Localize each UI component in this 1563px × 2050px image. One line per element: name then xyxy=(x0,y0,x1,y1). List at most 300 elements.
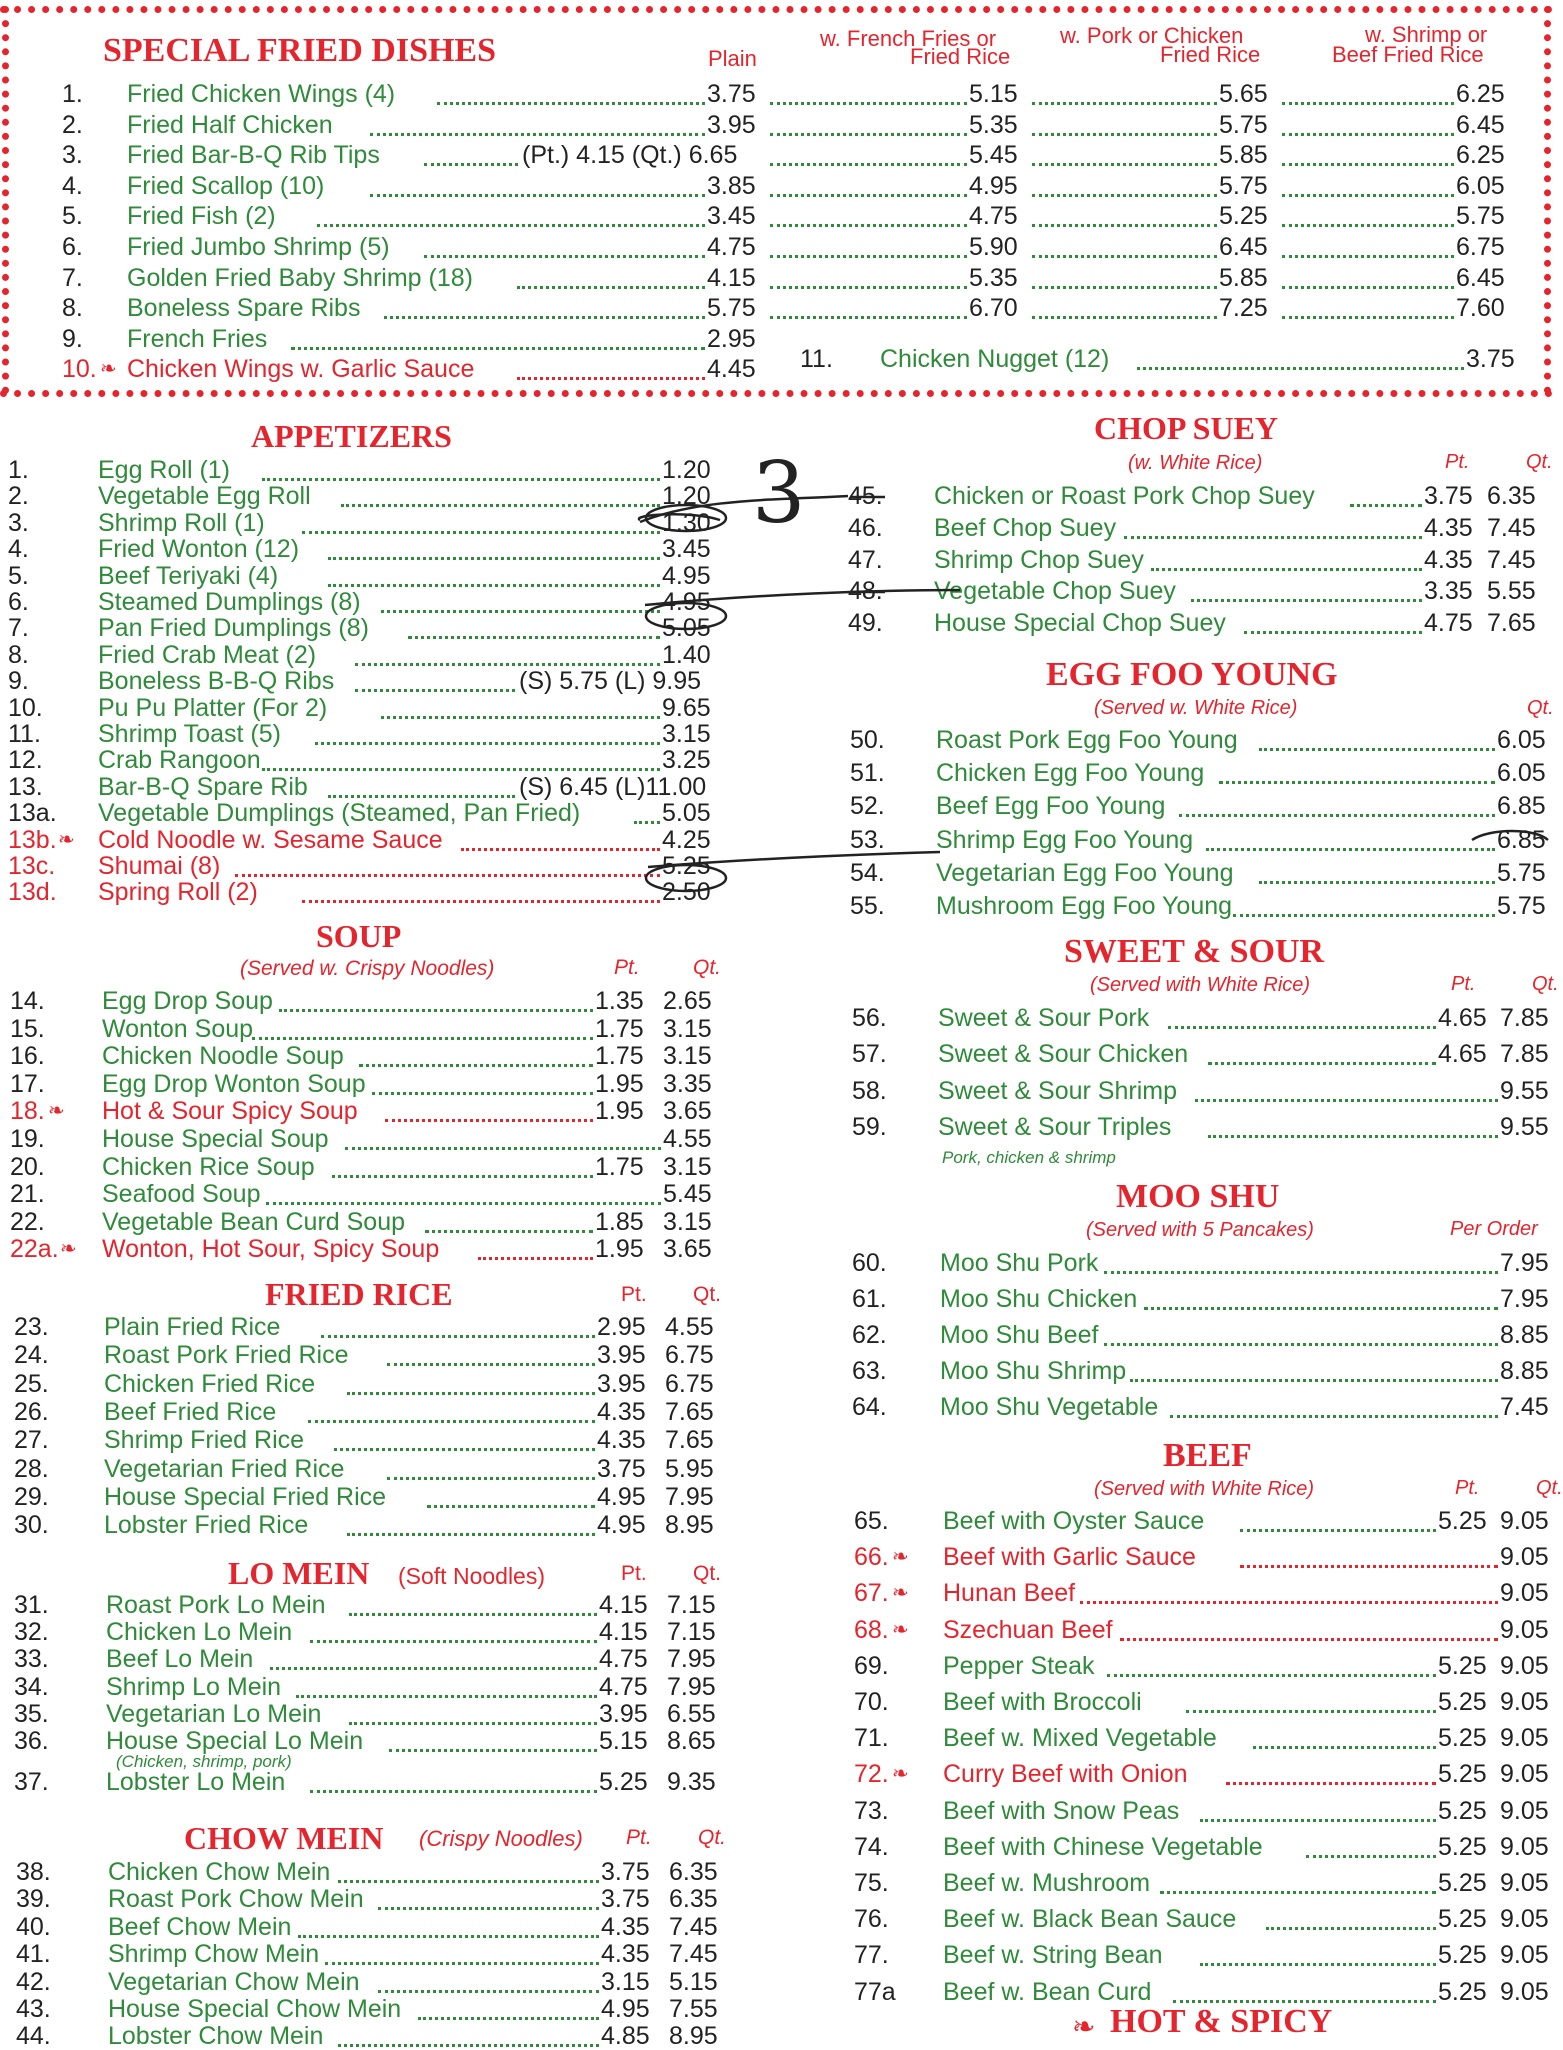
leader-dots xyxy=(1219,759,1495,784)
item-price: 3.15 xyxy=(663,1042,712,1071)
fried-rice-pt-label: Pt. xyxy=(621,1283,647,1306)
item-name: Vegetable Egg Roll xyxy=(98,482,311,511)
item-name: House Special Chow Mein xyxy=(108,1995,402,2023)
item-number: 77. xyxy=(854,1941,889,1970)
item-number: 62. xyxy=(852,1321,887,1349)
item-name: Vegetarian Lo Mein xyxy=(106,1699,322,1728)
leader-dots xyxy=(770,264,967,289)
item-price: 4.75 xyxy=(707,233,756,261)
item-price: 5.05 xyxy=(662,614,711,643)
item-price: 9.05 xyxy=(1500,1651,1549,1680)
chow-mein-qt-label: Qt. xyxy=(698,1826,727,1849)
item-price: 4.15 xyxy=(707,263,756,292)
item-number: 23. xyxy=(14,1313,49,1341)
item-number: 26. xyxy=(14,1397,49,1426)
col-fries-label-2: Fried Rice xyxy=(910,44,1011,69)
item-price: 5.45 xyxy=(663,1180,712,1209)
menu-item xyxy=(0,1941,1553,1969)
item-price: 6.55 xyxy=(667,1699,716,1728)
leader-dots xyxy=(1282,202,1454,227)
leader-dots xyxy=(770,233,967,258)
item-price: 7.55 xyxy=(669,1995,718,2023)
item-name: House Special Fried Rice xyxy=(104,1482,387,1511)
item-name: Vegetarian Egg Foo Young xyxy=(936,858,1234,887)
item-name: Vegetable Bean Curd Soup xyxy=(102,1207,406,1236)
item-price: 8.85 xyxy=(1500,1357,1549,1385)
leader-dots xyxy=(1032,294,1217,319)
menu-item xyxy=(0,1615,1553,1647)
item-name: Beef with Garlic Sauce xyxy=(943,1543,1196,1572)
item-price: 1.95 xyxy=(595,1235,644,1264)
item-price: 5.45 xyxy=(969,141,1018,170)
col-pork-label-1: w. Pork or Chicken xyxy=(1060,23,1244,48)
item-price: 9.05 xyxy=(1500,1724,1549,1753)
item-number: 36. xyxy=(14,1727,49,1755)
item-name: Cold Noodle w. Sesame Sauce xyxy=(98,825,443,854)
beef-pt-label: Pt. xyxy=(1455,1477,1480,1499)
lo-mein-pt-label: Pt. xyxy=(621,1562,647,1585)
item-number: 72. xyxy=(854,1760,889,1789)
leader-dots xyxy=(1173,1978,1436,2003)
item-number: 33. xyxy=(14,1645,49,1674)
item-name: Hunan Beef xyxy=(943,1579,1076,1608)
leader-dots xyxy=(1124,514,1422,539)
menu-item xyxy=(0,1040,1553,1071)
item-price: 4.25 xyxy=(662,825,711,854)
leader-dots xyxy=(317,202,705,227)
item-number: 30. xyxy=(14,1511,49,1540)
item-name: Shrimp Chop Suey xyxy=(934,545,1144,574)
item-price: 3.35 xyxy=(1424,577,1473,606)
item-price: 4.75 xyxy=(1424,609,1473,638)
item-price: 5.75 xyxy=(1497,892,1546,920)
fried-rice-title: FRIED RICE xyxy=(265,1276,453,1312)
moo-shu-title: MOO SHU xyxy=(1116,1178,1280,1215)
item-number: 67. xyxy=(854,1579,889,1608)
item-price: 3.75 xyxy=(601,1858,650,1886)
leader-dots xyxy=(381,694,660,719)
item-number: 56. xyxy=(852,1004,887,1032)
item-price: 4.95 xyxy=(662,561,711,590)
item-price: 5.55 xyxy=(1487,577,1536,606)
item-name: Shrimp Chow Mein xyxy=(108,1940,320,1969)
item-price: 4.95 xyxy=(662,588,711,616)
item-name: French Fries xyxy=(127,324,268,353)
item-number: 41. xyxy=(16,1940,51,1969)
item-name: Beef w. Black Bean Sauce xyxy=(943,1905,1237,1934)
item-size-prices: (S) 5.75 (L) 9.95 xyxy=(519,667,702,696)
leader-dots xyxy=(1151,546,1422,571)
item-price: 6.35 xyxy=(669,1858,718,1886)
item-name: Beef with Snow Peas xyxy=(943,1796,1180,1825)
item-price: 3.65 xyxy=(663,1235,712,1264)
item-name: Chicken Rice Soup xyxy=(102,1152,315,1181)
item-number: 14. xyxy=(10,987,45,1015)
item-number: 32. xyxy=(14,1618,49,1647)
item-name: Lobster Lo Mein xyxy=(106,1768,286,1797)
item-name: Sweet & Sour Triples xyxy=(938,1113,1172,1142)
item-price: 7.45 xyxy=(669,1912,718,1941)
item-price: 3.95 xyxy=(597,1341,646,1370)
item-price: 7.95 xyxy=(1500,1285,1549,1313)
item-name: Beef w. Bean Curd xyxy=(943,1977,1152,2006)
leader-dots xyxy=(1120,1616,1498,1641)
item-name: Beef Fried Rice xyxy=(104,1397,277,1426)
item-name: Chicken Noodle Soup xyxy=(102,1042,344,1071)
leader-dots xyxy=(1282,172,1454,197)
chili-pepper-icon: ❧ xyxy=(892,1582,909,1605)
chop-suey-qt-label: Qt. xyxy=(1526,451,1553,473)
lo-mein-qt-label: Qt. xyxy=(693,1562,722,1585)
col-shrimp-label-2: Beef Fried Rice xyxy=(1332,42,1484,67)
chili-pepper-icon: ❧ xyxy=(892,1546,909,1569)
item-price: 6.25 xyxy=(1456,141,1505,170)
menu-item xyxy=(0,1357,1553,1385)
item-number: 35. xyxy=(14,1699,49,1728)
leader-dots xyxy=(1208,1040,1436,1065)
item-number: 73. xyxy=(854,1796,889,1825)
item-price: 4.35 xyxy=(1424,513,1473,542)
col-fries-label-1: w. French Fries or xyxy=(820,26,997,51)
item-price: 3.95 xyxy=(599,1699,648,1728)
item-price: 3.15 xyxy=(601,1967,650,1996)
leader-dots xyxy=(437,80,705,105)
item-number: 25. xyxy=(14,1369,49,1398)
item-number: 2. xyxy=(62,110,83,139)
item-number: 22a. xyxy=(10,1235,59,1264)
item-price: 7.95 xyxy=(667,1645,716,1674)
item-number: 28. xyxy=(14,1454,49,1483)
item-number: 40. xyxy=(16,1912,51,1941)
item-name: Beef with Broccoli xyxy=(943,1688,1142,1716)
item-name: House Special Lo Mein xyxy=(106,1727,364,1755)
leader-dots xyxy=(1282,233,1454,258)
item-name: Sweet & Sour Pork xyxy=(938,1004,1150,1032)
item-price: 4.75 xyxy=(599,1672,648,1701)
menu-item xyxy=(0,1393,1553,1421)
item-price: 7.85 xyxy=(1500,1004,1549,1032)
item-name: Fried Wonton (12) xyxy=(98,535,300,564)
item-name: Curry Beef with Onion xyxy=(943,1760,1188,1789)
soup-qt-label: Qt. xyxy=(693,956,722,979)
menu-item xyxy=(0,1180,1553,1208)
leader-dots xyxy=(1144,1285,1498,1310)
item-name: Shumai (8) xyxy=(98,852,221,880)
item-price: 5.25 xyxy=(1438,1941,1487,1970)
item-number: 11. xyxy=(8,720,41,748)
leader-dots xyxy=(1107,1652,1436,1677)
item-number: 42. xyxy=(16,1967,51,1996)
item-name: Plain Fried Rice xyxy=(104,1313,281,1341)
item-price: 5.35 xyxy=(969,110,1018,139)
leader-dots xyxy=(770,294,967,319)
item-price: 4.35 xyxy=(597,1397,646,1426)
item-name: Roast Pork Chow Mein xyxy=(108,1885,364,1914)
item-number: 10. xyxy=(62,355,97,384)
item-number: 51. xyxy=(850,759,885,788)
col-pork-label-2: Fried Rice xyxy=(1160,42,1261,67)
item-price: 9.05 xyxy=(1500,1507,1549,1535)
item-price: 5.25 xyxy=(662,852,711,880)
item-price: 1.95 xyxy=(595,1097,644,1126)
item-price: 6.25 xyxy=(1456,80,1505,108)
menu-item xyxy=(0,1507,1553,1535)
menu-item xyxy=(0,233,1553,261)
item-number: 8. xyxy=(8,640,29,669)
item-name: Moo Shu Shrimp xyxy=(940,1357,1127,1385)
chop-suey-pt-label: Pt. xyxy=(1445,451,1470,473)
leader-dots xyxy=(1208,1113,1498,1138)
item-price: 1.40 xyxy=(662,640,711,669)
sweet-sour-pt-label: Pt. xyxy=(1451,973,1476,995)
item-price: 3.15 xyxy=(663,1014,712,1043)
item-name: Shrimp Roll (1) xyxy=(98,508,265,537)
item-price: 9.35 xyxy=(667,1768,716,1797)
item-name: Chicken Egg Foo Young xyxy=(936,759,1205,788)
item-name: Chicken or Roast Pork Chop Suey xyxy=(934,482,1315,510)
item-number: 60. xyxy=(852,1249,887,1277)
item-price: 2.65 xyxy=(663,987,712,1015)
item-price: 1.75 xyxy=(595,1042,644,1071)
chow-mein-subtitle: (Crispy Noodles) xyxy=(419,1826,583,1851)
box-border-top xyxy=(0,6,1553,13)
sweet-sour-subtitle: (Served with White Rice) xyxy=(1090,974,1311,996)
leader-dots xyxy=(355,667,515,692)
item-price: 5.25 xyxy=(1438,1507,1487,1535)
menu-item xyxy=(0,202,1553,230)
item-price: 9.05 xyxy=(1500,1543,1549,1572)
item-price: 3.75 xyxy=(707,80,756,108)
item-price: 9.55 xyxy=(1500,1076,1549,1105)
menu-item xyxy=(0,141,1553,169)
menu-item xyxy=(0,1426,1553,1454)
leader-dots xyxy=(1032,111,1217,136)
egg-foo-young-title: EGG FOO YOUNG xyxy=(1046,656,1338,693)
item-price: 6.35 xyxy=(1487,482,1536,510)
item-name: House Special Chop Suey xyxy=(934,609,1226,638)
item-number: 64. xyxy=(852,1393,887,1421)
item-price: 5.95 xyxy=(665,1454,714,1483)
leader-dots xyxy=(1195,1077,1498,1102)
menu-item xyxy=(0,892,1553,920)
item-number: 58. xyxy=(852,1076,887,1105)
item-name: Beef Egg Foo Young xyxy=(936,792,1166,821)
item-name: Boneless Spare Ribs xyxy=(127,294,361,323)
item-name: Vegetable Chop Suey xyxy=(934,577,1176,606)
item-price: 3.15 xyxy=(662,720,711,748)
col-plain-label: Plain xyxy=(708,46,757,71)
item-price: 6.75 xyxy=(665,1341,714,1370)
item-price: 7.60 xyxy=(1456,294,1505,323)
item-price: 5.35 xyxy=(969,263,1018,292)
item-name: Vegetable Dumplings (Steamed, Pan Fried) xyxy=(98,799,581,828)
item-name: Steamed Dumplings (8) xyxy=(98,588,361,616)
item-price: 2.95 xyxy=(597,1313,646,1341)
menu-item xyxy=(0,577,1553,605)
menu-item xyxy=(0,609,1553,637)
item-name: Fried Jumbo Shrimp (5) xyxy=(127,233,390,261)
item-number: 75. xyxy=(854,1869,889,1897)
leader-dots xyxy=(517,264,705,289)
menu-item xyxy=(0,80,1553,108)
menu-item xyxy=(0,1905,1553,1933)
item-name: Hot & Sour Spicy Soup xyxy=(102,1097,358,1126)
chili-pepper-icon: ❧ xyxy=(48,1100,65,1123)
item-price: 3.95 xyxy=(707,110,756,139)
item-price: 5.25 xyxy=(1438,1832,1487,1861)
leader-dots xyxy=(1186,1688,1436,1713)
leader-dots xyxy=(425,1208,593,1233)
item-price: 4.35 xyxy=(1424,545,1473,574)
item-name: Fried Chicken Wings (4) xyxy=(127,80,396,108)
item-price: 5.90 xyxy=(969,233,1018,261)
item-number: 43. xyxy=(16,1995,51,2023)
menu-item xyxy=(0,1688,1553,1716)
item-name: Chicken Wings w. Garlic Sauce xyxy=(127,355,475,384)
item-name: Crab Rangoon xyxy=(98,746,261,775)
item-price: 6.85 xyxy=(1497,792,1546,821)
item-number: 13c. xyxy=(8,852,56,880)
menu-item xyxy=(0,1797,1553,1825)
leader-dots xyxy=(334,1426,595,1451)
leader-dots xyxy=(262,456,660,481)
item-price: 3.45 xyxy=(707,202,756,231)
chili-pepper-icon: ❧ xyxy=(892,1618,909,1641)
item-number: 19. xyxy=(10,1125,45,1153)
item-price: 3.65 xyxy=(663,1097,712,1126)
item-price: 8.95 xyxy=(669,2022,718,2050)
item-number: 50. xyxy=(850,726,885,754)
item-number: 55. xyxy=(850,892,885,920)
item-name: Roast Pork Lo Mein xyxy=(106,1591,326,1619)
item-number: 27. xyxy=(14,1426,49,1455)
item-name: Boneless B-B-Q Ribs xyxy=(98,667,335,696)
sweet-sour-title: SWEET & SOUR xyxy=(1064,933,1325,970)
item-number: 9. xyxy=(8,667,29,696)
egg-foo-young-subtitle: (Served w. White Rice) xyxy=(1094,697,1298,719)
item-price: 3.75 xyxy=(601,1885,650,1914)
item-price: 7.65 xyxy=(1487,609,1536,638)
item-number: 17. xyxy=(10,1069,45,1098)
item-price: 5.85 xyxy=(1219,141,1268,170)
leader-dots xyxy=(1080,1579,1498,1604)
leader-dots xyxy=(1282,111,1454,136)
leader-dots xyxy=(770,202,967,227)
leader-dots xyxy=(1226,1760,1436,1785)
item-price: 4.45 xyxy=(707,355,756,384)
chili-pepper-icon: ❧ xyxy=(60,1238,77,1261)
item-price: 5.25 xyxy=(1438,1651,1487,1680)
beef-title: BEEF xyxy=(1163,1437,1252,1474)
item-price: 5.75 xyxy=(1219,171,1268,200)
item-price: 6.85 xyxy=(1497,825,1546,854)
leader-dots xyxy=(1259,859,1495,884)
item-name: Roast Pork Egg Foo Young xyxy=(936,726,1238,754)
menu-item xyxy=(0,1113,1553,1141)
item-name: Wonton, Hot Sour, Spicy Soup xyxy=(102,1235,440,1264)
leader-dots xyxy=(1200,1797,1436,1822)
item-price: 4.95 xyxy=(597,1482,646,1511)
item-name: Beef with Oyster Sauce xyxy=(943,1507,1205,1535)
item-name: Beef w. Mushroom xyxy=(943,1869,1151,1897)
item-price: 5.25 xyxy=(1438,1905,1487,1934)
item-name: Beef Chow Mein xyxy=(108,1912,292,1941)
menu-item xyxy=(0,172,1553,200)
item-number: 13d. xyxy=(8,878,57,907)
leader-dots xyxy=(1350,482,1422,507)
leader-dots xyxy=(1282,80,1454,105)
item-price: 4.65 xyxy=(1438,1004,1487,1032)
leader-dots xyxy=(1233,892,1495,917)
item-name: Golden Fried Baby Shrimp (18) xyxy=(127,263,473,292)
menu-item xyxy=(0,1321,1553,1349)
item-price: 6.35 xyxy=(669,1885,718,1914)
leader-dots xyxy=(1170,1393,1498,1418)
item-price: 5.15 xyxy=(969,80,1018,108)
item-price: 4.55 xyxy=(665,1313,714,1341)
item-name: Shrimp Fried Rice xyxy=(104,1426,305,1455)
item-name: Egg Drop Soup xyxy=(102,987,273,1015)
chow-mein-pt-label: Pt. xyxy=(626,1826,652,1849)
item-number: 70. xyxy=(854,1688,889,1716)
item-price: 1.85 xyxy=(595,1207,644,1236)
item-number: 59. xyxy=(852,1113,887,1142)
item-number: 4. xyxy=(62,171,83,200)
item-price: 4.75 xyxy=(599,1645,648,1674)
leader-dots xyxy=(1259,726,1495,751)
item-number: 44. xyxy=(16,2022,51,2050)
leader-dots xyxy=(370,172,705,197)
leader-dots xyxy=(384,294,705,319)
item-number: 16. xyxy=(10,1042,45,1071)
item-number: 24. xyxy=(14,1341,49,1370)
item-name: Fried Bar-B-Q Rib Tips xyxy=(127,141,380,170)
item-number: 63. xyxy=(852,1357,887,1385)
item-price: 3.15 xyxy=(663,1152,712,1181)
item-number: 61. xyxy=(852,1285,887,1313)
item-price: 3.95 xyxy=(597,1369,646,1398)
item-price: 8.85 xyxy=(1500,1321,1549,1349)
item-name: House Special Soup xyxy=(102,1125,329,1153)
item-name: Beef Chop Suey xyxy=(934,513,1117,542)
item-price: 5.75 xyxy=(707,294,756,323)
item-number: 52. xyxy=(850,792,885,821)
chili-pepper-icon: ❧ xyxy=(892,1763,909,1786)
item-price: 3.25 xyxy=(662,746,711,775)
item-number: 3. xyxy=(62,141,83,170)
item-price: 9.05 xyxy=(1500,1579,1549,1608)
item-price: 8.65 xyxy=(667,1727,716,1755)
item-price: 1.20 xyxy=(662,456,711,484)
item-name: Fried Crab Meat (2) xyxy=(98,640,317,669)
handwritten-number: 3 xyxy=(752,444,806,542)
item-price: 9.05 xyxy=(1500,1941,1549,1970)
leader-dots xyxy=(1244,609,1422,634)
menu-item xyxy=(0,514,1553,542)
item-name: Lobster Fried Rice xyxy=(104,1511,309,1540)
item-number: 12. xyxy=(8,746,43,775)
item-number: 13a. xyxy=(8,799,57,828)
item-name: Shrimp Toast (5) xyxy=(98,720,281,748)
item-number: 74. xyxy=(854,1832,889,1861)
menu-item xyxy=(0,482,1553,510)
item-number: 31. xyxy=(14,1591,49,1619)
leader-dots xyxy=(1032,80,1217,105)
item-number: 69. xyxy=(854,1651,889,1680)
item-name: Fried Scallop (10) xyxy=(127,171,325,200)
menu-item xyxy=(0,1077,1553,1105)
box-border-bottom xyxy=(0,390,1553,397)
